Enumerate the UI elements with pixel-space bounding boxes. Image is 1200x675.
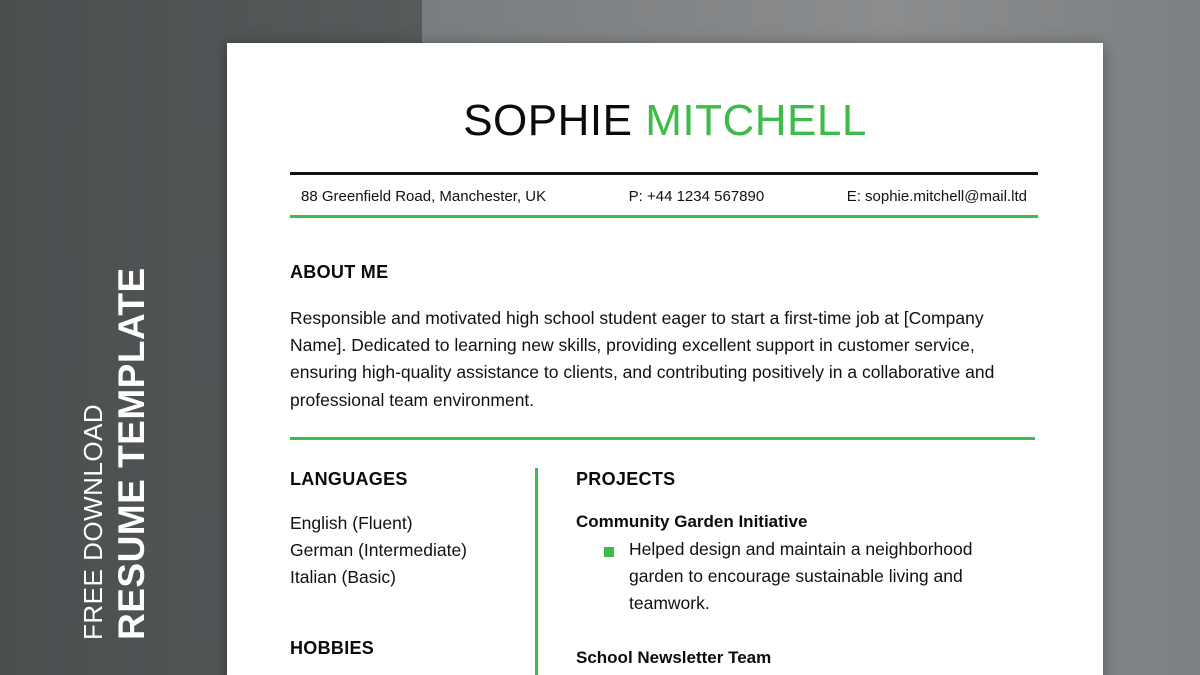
language-item: English (Fluent) bbox=[290, 513, 413, 533]
language-item: German (Intermediate) bbox=[290, 540, 468, 561]
language-item: Italian (Basic) bbox=[290, 567, 397, 588]
side-caption bbox=[80, 267, 150, 640]
projects-title: PROJECTS bbox=[576, 469, 676, 489]
caption-free-download: FREE DOWNLOAD bbox=[78, 403, 108, 640]
contact-phone: P: +44 1234 567890 bbox=[628, 188, 765, 205]
caption-resume-template: RESUME TEMPLATE bbox=[111, 267, 152, 640]
project-description: Helped design and maintain a neighborhood garden to encourage sustainable living and teamwork. bbox=[629, 539, 973, 614]
languages-list bbox=[290, 510, 467, 592]
section-divider bbox=[290, 437, 1035, 440]
column-divider bbox=[535, 468, 538, 675]
first-name: SOPHIE bbox=[463, 96, 633, 145]
resume-page bbox=[227, 43, 1103, 675]
candidate-name bbox=[227, 95, 1103, 147]
contact-bottom-rule bbox=[290, 215, 1038, 218]
project-name: School Newsletter Team bbox=[576, 648, 772, 667]
last-name: MITCHELL bbox=[645, 96, 867, 145]
square-bullet-icon bbox=[604, 547, 614, 557]
about-text: Responsible and motivated high school student eager to start a first-time job at [Company Name]. Dedicated to learning new skills, providing excellent support in customer service, ensuring high-quality assistance to clients, and contributing positively in a collaborative and professional team environment. bbox=[290, 308, 995, 410]
hobbies-title: HOBBIES bbox=[290, 638, 375, 658]
contact-row bbox=[290, 188, 1038, 206]
contact-email: E: sophie.mitchell@mail.ltd bbox=[846, 188, 1027, 205]
contact-address: 88 Greenfield Road, Manchester, UK bbox=[301, 188, 547, 205]
about-title: ABOUT ME bbox=[290, 262, 389, 282]
languages-title: LANGUAGES bbox=[290, 469, 408, 489]
contact-top-rule bbox=[290, 172, 1038, 175]
project-name: Community Garden Initiative bbox=[576, 512, 808, 531]
